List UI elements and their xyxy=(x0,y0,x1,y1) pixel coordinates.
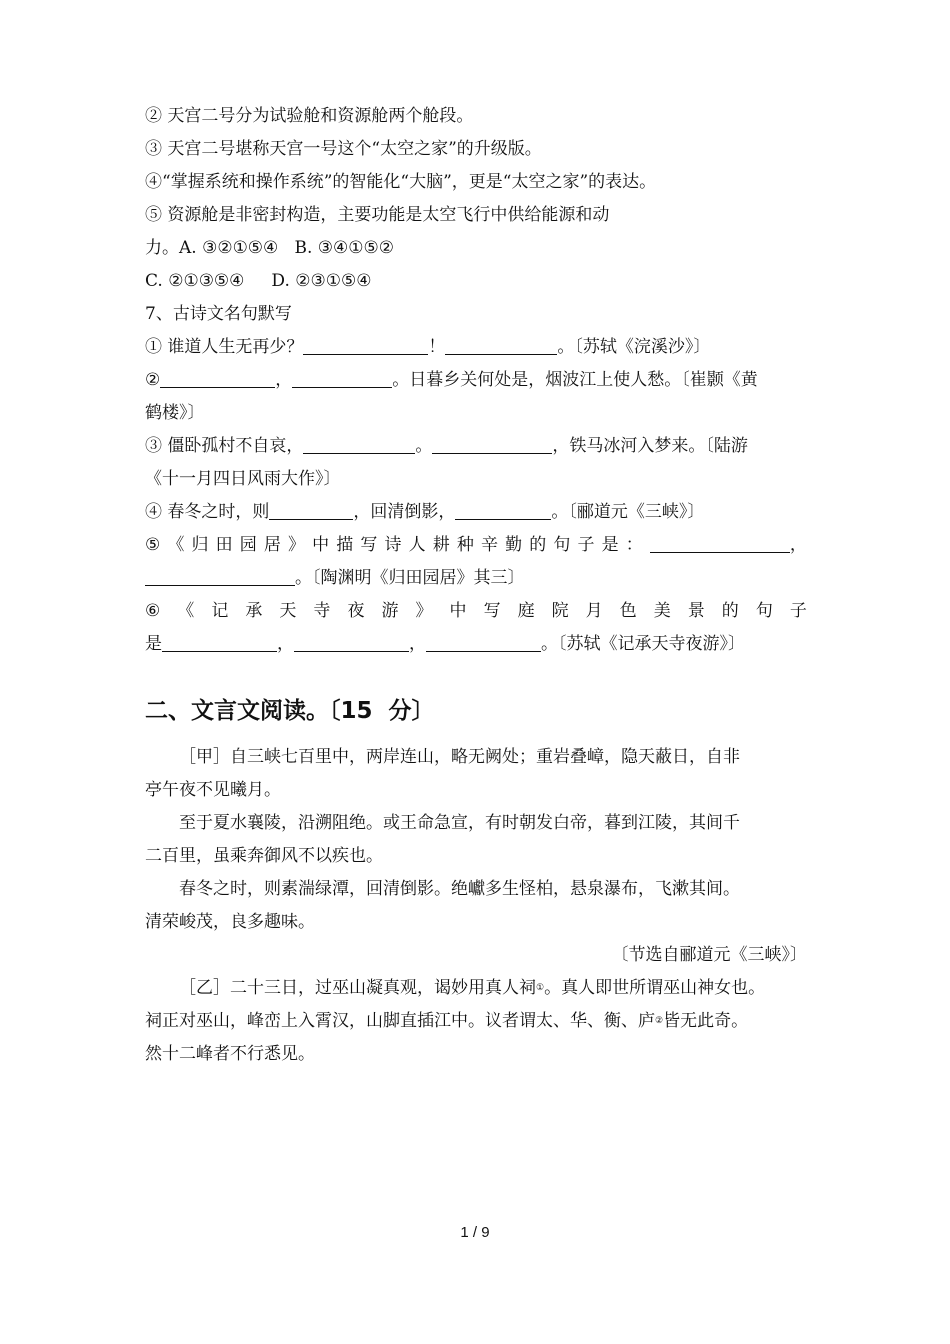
q7-item-4-mid: ，回清倒影， xyxy=(353,502,456,522)
q7-item-5-char: 居 xyxy=(263,535,281,555)
passage-jia-line: 清荣峻茂，良多趣味。 xyxy=(145,912,315,932)
q7-item-5-char: ⑤ xyxy=(145,535,161,555)
q7-item-6-char: 记 xyxy=(211,601,229,621)
answer-blank[interactable] xyxy=(650,533,790,553)
q7-item-5-char: 种 xyxy=(456,535,474,555)
answer-blank[interactable] xyxy=(145,566,295,586)
answer-blank[interactable] xyxy=(269,500,353,520)
answer-blank[interactable] xyxy=(432,434,552,454)
q7-item-6-char: 天 xyxy=(279,601,297,621)
q7-item-1-source: 。〔苏轼《浣溪沙》〕 xyxy=(557,337,711,357)
q7-item-6-char: 》 xyxy=(415,601,433,621)
q7-item-5-source: 。〔陶渊明《归田园居》其三〕 xyxy=(295,568,525,588)
page-number: 1 / 9 xyxy=(460,1224,490,1241)
q7-item-3-cont: 《十一月四日风雨大作》〕 xyxy=(145,469,341,489)
q6-options-cd: C. ②①③⑤④ D. ②③①⑤④ xyxy=(145,271,372,291)
q7-title: 7、古诗文名句默写 xyxy=(145,304,292,324)
q7-item-1-prefix: ① 谁道人生无再少？ xyxy=(145,337,304,357)
q7-item-5-char: 耕 xyxy=(432,535,450,555)
q6-item-4: ④“掌握系统和操作系统”的智能化“大脑”，更是“太空之家”的表达。 xyxy=(145,172,657,192)
passage-yi-text: 皆无此奇。 xyxy=(663,1011,749,1031)
q7-item-5 xyxy=(145,529,807,562)
q7-item-4 xyxy=(145,496,807,529)
q7-item-5-char: 归 xyxy=(191,535,209,555)
answer-blank[interactable] xyxy=(162,632,277,652)
q6-item-2: ② 天宫二号分为试验舱和资源舱两个舱段。 xyxy=(145,106,474,126)
q7-item-5-char: 的 xyxy=(529,535,547,555)
q7-item-6-char: 写 xyxy=(483,601,501,621)
q7-item-5-char: 句 xyxy=(553,535,571,555)
q7-item-5-char: 田 xyxy=(215,535,233,555)
q7-item-2-cont: 鹤楼》〕 xyxy=(145,403,205,423)
answer-blank[interactable] xyxy=(294,632,409,652)
q7-item-4-source: 。〔郦道元《三峡》〕 xyxy=(551,502,705,522)
q7-item-6-char: 景 xyxy=(687,601,705,621)
q7-item-5-char: 诗 xyxy=(384,535,402,555)
q7-item-3-text: ，铁马冰河入梦来。〔陆游 xyxy=(552,436,748,456)
q7-item-6-char: 院 xyxy=(551,601,569,621)
footnote-marker: ① xyxy=(536,983,545,993)
passage-jia-source: 〔节选自郦道元《三峡》〕 xyxy=(611,945,807,965)
q7-item-6-char: 月 xyxy=(585,601,603,621)
q7-item-6-char: 承 xyxy=(245,601,263,621)
q7-item-6-char: 美 xyxy=(653,601,671,621)
q7-item-6-char: 《 xyxy=(177,601,195,621)
q7-item-2 xyxy=(145,364,807,397)
answer-blank[interactable] xyxy=(160,368,275,388)
q7-item-6-char: ⑥ xyxy=(145,601,161,621)
passage-yi-line xyxy=(145,972,807,1005)
q7-item-6-prefix: 是 xyxy=(145,634,162,654)
q7-item-5-char: 》 xyxy=(288,535,305,555)
q7-item-5-char: ： xyxy=(625,535,643,555)
q6-options-ab: 力。A. ③②①⑤④ B. ③④①⑤② xyxy=(145,238,394,258)
q7-item-1 xyxy=(145,331,807,364)
answer-blank[interactable] xyxy=(303,335,428,355)
passage-yi-text: 祠正对巫山，峰峦上入霄汉，山脚直插江中。议者谓太、华、衡、庐 xyxy=(145,1011,655,1031)
passage-jia-line: 二百里，虽乘奔御风不以疾也。 xyxy=(145,846,383,866)
passage-yi-line xyxy=(145,1005,807,1038)
q7-item-4-prefix: ④ 春冬之时，则 xyxy=(145,502,270,522)
q7-item-5-char: 子 xyxy=(577,535,595,555)
document-page xyxy=(145,100,807,1071)
q7-item-5-char: 是 xyxy=(601,535,619,555)
q7-item-6-char: 色 xyxy=(619,601,637,621)
q7-item-6-char: 句 xyxy=(755,601,773,621)
q7-item-3-period: 。 xyxy=(415,436,433,456)
answer-blank[interactable] xyxy=(303,434,415,454)
passage-jia-line: 至于夏水襄陵，沿溯阻绝。或王命急宣，有时朝发白帝，暮到江陵，其间千 xyxy=(179,813,740,833)
q7-item-5-char: 描 xyxy=(336,535,354,555)
q7-item-6-char: 寺 xyxy=(313,601,331,621)
q6-item-5: ⑤ 资源舱是非密封构造，主要功能是太空飞行中供给能源和动 xyxy=(145,205,610,225)
q7-item-6-comma: ， xyxy=(409,634,426,654)
q7-item-5-comma: ， xyxy=(789,535,807,555)
passage-yi-text: ［乙］二十三日，过巫山凝真观，谒妙用真人祠 xyxy=(179,978,536,998)
q7-item-6 xyxy=(145,595,807,628)
q7-item-6-char: 的 xyxy=(721,601,739,621)
q7-item-6-comma: ， xyxy=(277,634,294,654)
q7-item-5-char: 《 xyxy=(167,535,185,555)
q7-item-6-source: 。〔苏轼《记承天寺夜游》〕 xyxy=(541,634,745,654)
q7-item-6-char: 庭 xyxy=(517,601,535,621)
q7-item-5-char: 勤 xyxy=(505,535,523,555)
answer-blank[interactable] xyxy=(426,632,541,652)
q7-item-6-char: 夜 xyxy=(347,601,365,621)
q7-item-6-char: 游 xyxy=(381,601,399,621)
footnote-marker: ② xyxy=(655,1016,664,1026)
q7-item-6-char: 中 xyxy=(449,601,467,621)
q7-item-2-text: 。日暮乡关何处是，烟波江上使人愁。〔崔颢《黄 xyxy=(392,370,758,390)
q7-item-5-char: 中 xyxy=(312,535,330,555)
q7-item-5-char: 辛 xyxy=(481,535,498,555)
passage-yi-line: 然十二峰者不行悉见。 xyxy=(145,1044,315,1064)
q7-item-2-prefix: ② xyxy=(145,370,161,390)
q7-item-6-char: 子 xyxy=(789,601,807,621)
q7-item-5-char: 园 xyxy=(239,535,257,555)
answer-blank[interactable] xyxy=(292,368,392,388)
q7-item-3 xyxy=(145,430,807,463)
answer-blank[interactable] xyxy=(455,500,551,520)
passage-jia-line: 亭午夜不见曦月。 xyxy=(145,780,281,800)
q7-item-5-char: 写 xyxy=(360,535,378,555)
passage-yi-text: 。真人即世所谓巫山神女也。 xyxy=(544,978,766,998)
answer-blank[interactable] xyxy=(445,335,557,355)
q7-item-6-cont xyxy=(145,628,807,661)
q7-item-3-prefix: ③ 僵卧孤村不自哀， xyxy=(145,436,304,456)
section-heading: 二、文言文阅读。〔15 分〕 xyxy=(145,698,435,724)
q7-item-5-cont xyxy=(145,562,807,595)
passage-jia-line: 春冬之时，则素湍绿潭，回清倒影。绝巘多生怪柏，悬泉瀑布，飞漱其间。 xyxy=(179,879,740,899)
q6-item-3: ③ 天宫二号堪称天宫一号这个“太空之家”的升级版。 xyxy=(145,139,542,159)
q7-item-2-comma: ， xyxy=(275,370,293,390)
passage-jia-line: ［甲］自三峡七百里中，两岸连山，略无阙处；重岩叠嶂，隐天蔽日，自非 xyxy=(179,747,740,767)
q7-item-5-char: 人 xyxy=(408,535,426,555)
q7-item-1-mid: ！ xyxy=(428,337,446,357)
